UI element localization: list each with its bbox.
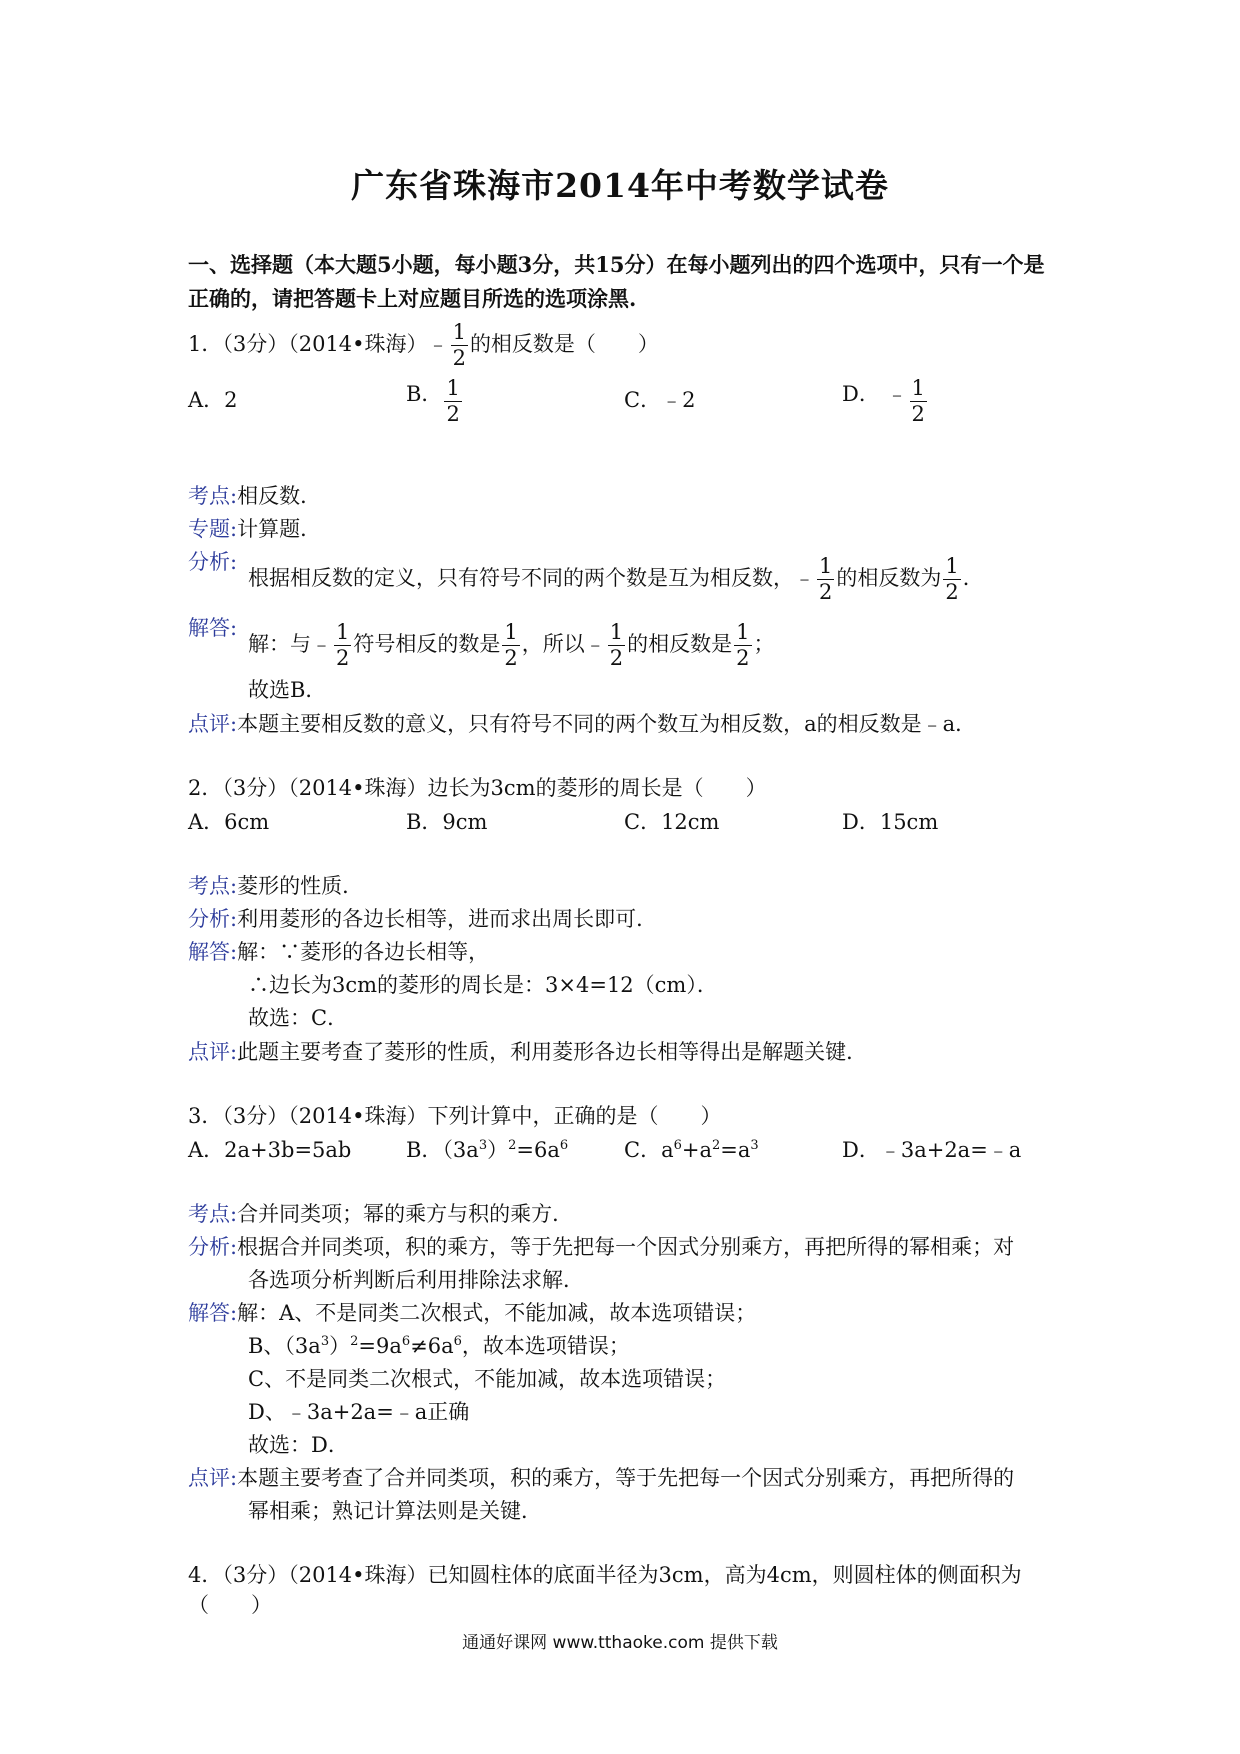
jieda-line-2: ∴边长为3cm的菱形的周长是：3×4=12（cm）． [248, 973, 718, 997]
fenxi-line-2: 各选项分析判断后利用排除法求解． [248, 1268, 584, 1292]
question-3-options [188, 1134, 1068, 1174]
option-c: C．$a^6+a^2=a^3$ [624, 1138, 759, 1162]
kaodian-row: 考点:相反数． [188, 484, 322, 508]
jieda-row: 解答:解：A、不是同类二次根式，不能加减，故本选项错误； [188, 1301, 757, 1325]
jieda-line-4: D、﹣3a+2a=﹣a正确 [248, 1400, 470, 1424]
dianping-row: 点评:本题主要考查了合并同类项，积的乘方，等于先把每一个因式分别乘方，再把所得的 [188, 1466, 1015, 1490]
kaodian-row: 考点:菱形的性质． [188, 874, 364, 898]
jieda-row: 解答:解：∵菱形的各边长相等， [188, 940, 490, 964]
option-c: C．﹣2 [624, 388, 696, 412]
zhuanti-row: 专题:计算题． [188, 517, 322, 541]
jieda-line-3: 故选：C． [248, 1006, 349, 1030]
jieda-line-2: B、$(3a^3)^2=9a^6\ne 6a^6$，故本选项错误； [248, 1334, 630, 1358]
option-a: A．6cm [188, 810, 270, 834]
fenxi-row: 分析:利用菱形的各边长相等，进而求出周长即可． [188, 907, 658, 931]
fenxi-text: 根据相反数的定义，只有符号不同的两个数是互为相反数，﹣ $\frac{1}{2}$ 的相反数为 $\frac{1}{2}$ ． [248, 554, 984, 604]
dianping-line-2: 幂相乘；熟记计算法则是关键． [248, 1499, 542, 1523]
page-footer: 通通好课网 www.tthaoke.com 提供下载 [462, 1633, 778, 1653]
question-3-stem: 3．（3分）（2014•珠海）下列计算中，正确的是（ ） [188, 1104, 722, 1128]
option-d: D．﹣3a+2a=﹣a [842, 1138, 1022, 1162]
question-1-options [188, 376, 1068, 426]
jieda-label: 解答: [188, 616, 238, 640]
question-2-options [188, 806, 1068, 846]
dianping-row: 点评:此题主要考查了菱形的性质，利用菱形各边长相等得出是解题关键． [188, 1040, 868, 1064]
option-b: B．$(3a^3)^2=6a^6$ [406, 1138, 569, 1162]
jieda-answer: 故选B． [248, 678, 327, 702]
option-a: A．2a+3b=5ab [188, 1138, 352, 1162]
option-b: B．9cm [406, 810, 488, 834]
kaodian-row: 考点:合并同类项；幂的乘方与积的乘方． [188, 1202, 574, 1226]
fenxi-row: 分析:根据合并同类项，积的乘方，等于先把每一个因式分别乘方，再把所得的幂相乘；对 [188, 1235, 1015, 1259]
question-2-stem: 2．（3分）（2014•珠海）边长为3cm的菱形的周长是（ ） [188, 776, 767, 800]
section-heading: 一、选择题（本大题5小题，每小题3分，共15分）在每小题列出的四个选项中，只有一个是正确的，请把答题卡上对应题目所选的选项涂黑. [188, 252, 1045, 311]
option-d: D． ﹣ $\frac{1}{2}$ [842, 376, 925, 426]
question-1-stem: 1．（3分）（2014•珠海）﹣ $\frac{1}{2}$ 的相反数是（ ） [188, 320, 659, 370]
option-a: A．2 [188, 388, 238, 412]
page-title: 广东省珠海市2014年中考数学试卷 [351, 166, 889, 205]
jieda-line-5: 故选：D． [248, 1433, 349, 1457]
option-d: D．15cm [842, 810, 939, 834]
jieda-text: 解：与﹣ $\frac{1}{2}$ 符号相反的数是 $\frac{1}{2}$ ，所以﹣ $\frac{1}{2}$ 的相反数是 $\frac{1}{2}$ ； [248, 620, 775, 670]
question-4-stem: 4．（3分）（2014•珠海）已知圆柱体的底面半径为3cm，高为4cm，则圆柱体的侧面积为（ ） [188, 1563, 1022, 1617]
dianping-row: 点评:本题主要相反数的意义，只有符号不同的两个数互为相反数，a的相反数是﹣a． [188, 712, 977, 736]
fenxi-label: 分析: [188, 550, 238, 574]
fraction: $\frac{1}{2}$ [452, 320, 466, 370]
jieda-line-3: C、不是同类二次根式，不能加减，故本选项错误； [248, 1367, 727, 1391]
option-c: C．12cm [624, 810, 720, 834]
option-b: B． $\frac{1}{2}$ [406, 376, 460, 426]
